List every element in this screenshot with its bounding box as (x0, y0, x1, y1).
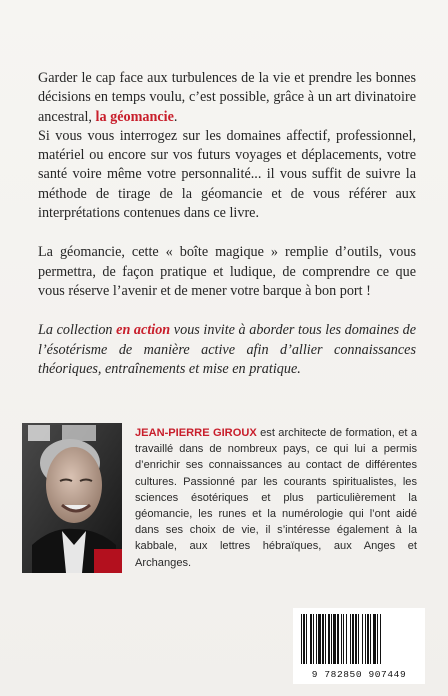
author-name: JEAN-PIERRE GIROUX (135, 427, 257, 439)
intro-paragraph-2: Si vous vous interrogez sur les domaines affectif, professionnel, matériel ou encore sur vos futurs voyages et déplacements, votre santé voire même votre personnalité... il vous suffit de suivre la méthode de tirage de la géomancie et de vous référer aux interprétations contenues dans ce livre. (38, 127, 416, 222)
collection-name-highlight: en action (116, 322, 171, 339)
author-bio-text: est architecte de formation, et a travaillé dans de nombreux pays, ce qui lui a permis d’enrichir ses connaissances au contact de différentes cultures. Passionné par les courants spiritualistes, les sciences ésotériques et plus particulièrement la géomancie, les runes et la numérologie qui l’ont aidé dans ses choix de vie, il s’intéresse également à la kabbale, aux lettres hébraïques, aux Anges et Archanges. (135, 427, 417, 569)
intro-p1-text: Garder le cap face aux turbulences de la vie et prendre les bonnes décisions en temps voulu, c’est possible, grâce à un art divinatoire ancestral, (38, 70, 416, 125)
author-photo (22, 423, 122, 573)
geomancie-highlight: la géomancie (95, 108, 174, 125)
collection-before: La collection (38, 322, 117, 339)
author-section (22, 423, 426, 593)
barcode-bars (293, 608, 425, 668)
intro-paragraph-3: La géomancie, cette « boîte magique » remplie d’outils, vous permettra, de façon pratique et ludique, de comprendre ce que vous réserve l’avenir et de mener votre barque à bon port ! (38, 244, 416, 299)
collection-paragraph (38, 321, 416, 379)
intro-p1-end: . (173, 108, 178, 125)
intro-paragraph-1 (38, 69, 416, 127)
barcode-digits: 9 782850 907449 (311, 669, 407, 680)
collection-after: vous invite à aborder tous les domaines de l’ésotérisme de manière active afin d’allier connaissances théoriques, entraînements et mise en pratique. (38, 322, 417, 377)
author-portrait-illustration (22, 423, 122, 573)
author-bio (135, 425, 417, 571)
blurb-text (38, 69, 416, 379)
isbn-barcode (293, 608, 425, 684)
